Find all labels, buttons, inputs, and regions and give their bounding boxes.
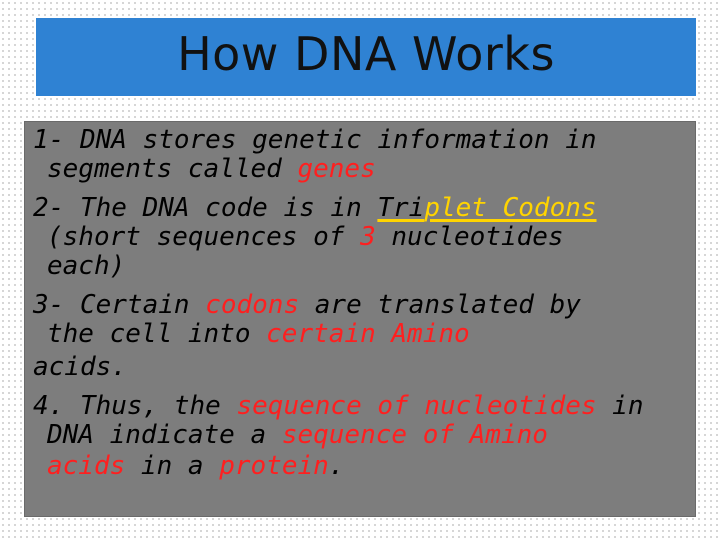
body-text: . — [328, 451, 345, 481]
body-text: segments called — [47, 154, 298, 184]
highlight-acids: acids — [47, 451, 126, 481]
body-line-6 — [33, 289, 703, 318]
body-text: 3- Certain — [33, 290, 206, 320]
highlight-sequence-of-nucleotides: sequence of nucleotides — [236, 391, 597, 421]
body-text: 4. Thus, the — [33, 391, 237, 421]
highlight-sequence-of-amino: sequence of Amino — [281, 420, 548, 450]
body-line-11 — [33, 450, 703, 479]
highlight-triplet-codons: plet Codons — [424, 193, 597, 223]
content-box — [24, 121, 696, 517]
body-line-10 — [33, 419, 703, 448]
body-text: are translated by — [299, 290, 581, 320]
body-text: nucleotides — [375, 222, 564, 252]
body-text: 2- The DNA code is in — [33, 193, 378, 223]
body-text: each) — [47, 251, 126, 281]
highlight-protein: protein — [219, 451, 329, 481]
body-text: DNA indicate a — [47, 420, 282, 450]
highlight-three: 3 — [360, 222, 376, 252]
slide-body — [33, 124, 703, 479]
title-bar — [36, 18, 696, 96]
highlight-genes: genes — [297, 154, 376, 184]
body-text: Tri — [377, 193, 425, 223]
body-line-3 — [33, 192, 703, 221]
body-text: acids. — [33, 352, 127, 382]
body-line-8 — [33, 351, 703, 380]
highlight-codons: codons — [205, 290, 300, 320]
body-line-1 — [33, 124, 703, 153]
body-text: in a — [125, 451, 220, 481]
body-line-4 — [33, 221, 703, 250]
body-text: in — [596, 391, 644, 421]
body-text: (short sequences of — [47, 222, 361, 252]
body-text — [47, 451, 219, 481]
body-line-5 — [33, 250, 703, 279]
body-line-9 — [33, 390, 703, 419]
body-text: the cell into — [47, 319, 267, 349]
body-line-2 — [33, 153, 703, 182]
triplet-codons-underlined — [377, 193, 596, 223]
body-line-7 — [33, 318, 703, 347]
body-text: 1- DNA stores genetic information in — [33, 125, 597, 155]
highlight-certain-amino: certain Amino — [266, 319, 470, 349]
slide-title: How DNA Works — [177, 27, 555, 81]
